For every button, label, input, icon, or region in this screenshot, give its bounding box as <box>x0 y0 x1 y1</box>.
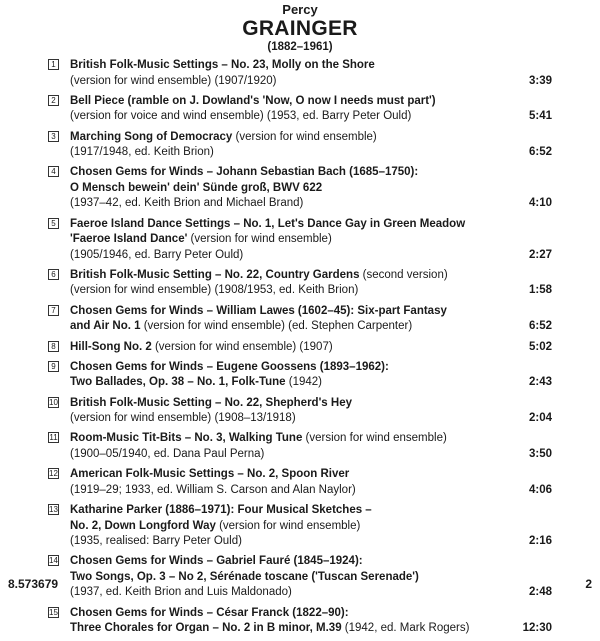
track-line <box>70 109 500 125</box>
track-detail-text: (version for wind ensemble) <box>232 130 377 143</box>
track-line <box>70 534 500 550</box>
track-title-text: Chosen Gems for Winds – Johann Sebastian Bach (1685–1750): <box>70 166 419 179</box>
track-duration: 4:06 <box>528 483 552 496</box>
track-duration: 2:16 <box>528 535 552 548</box>
track-detail-text: (1905/1946, ed. Barry Peter Ould) <box>70 248 244 261</box>
track-title-text: No. 2, Down Longford Way <box>70 519 216 532</box>
track-description <box>70 606 500 637</box>
track-description <box>70 217 500 264</box>
track-title-text: Hill-Song No. 2 <box>70 340 152 353</box>
track-duration: 6:52 <box>528 320 552 333</box>
track-detail-text: (version for wind ensemble) (1908/1953, ed. Keith Brion) <box>70 284 359 297</box>
track-item <box>48 606 552 637</box>
track-item <box>48 165 552 212</box>
track-title-text: Marching Song of Democracy <box>70 130 233 143</box>
track-detail-text: (version for voice and wind ensemble) (1953, ed. Barry Peter Ould) <box>70 110 412 123</box>
composer-last-name: GRAINGER <box>242 17 358 40</box>
track-line <box>70 74 500 90</box>
track-detail-text: (1935, realised: Barry Peter Ould) <box>70 535 242 548</box>
track-duration: 2:27 <box>528 248 552 261</box>
track-line <box>70 196 500 212</box>
track-line <box>70 447 500 463</box>
track-detail-text: (version for wind ensemble) <box>302 432 447 445</box>
track-line <box>70 217 500 233</box>
track-line <box>70 248 500 264</box>
track-line <box>70 585 500 601</box>
track-line <box>70 621 500 637</box>
track-number: 11 <box>49 433 58 443</box>
track-line <box>70 467 500 483</box>
track-title-text: American Folk-Music Settings – No. 2, Spoon River <box>70 468 350 481</box>
page-number: 2 <box>585 577 592 591</box>
track-line <box>70 483 500 499</box>
track-description <box>70 165 500 212</box>
track-line <box>70 411 500 427</box>
track-line <box>70 165 500 181</box>
track-line <box>70 58 500 74</box>
track-item <box>48 94 552 125</box>
composer-dates: (1882–1961) <box>267 41 333 53</box>
track-number: 8 <box>48 341 59 352</box>
track-description <box>70 304 500 335</box>
track-title-text: Three Chorales for Organ – No. 2 in B minor, M.39 <box>70 622 342 635</box>
track-line <box>70 431 500 447</box>
track-description <box>70 94 500 125</box>
track-title-text: British Folk-Music Settings – No. 23, Molly on the Shore <box>70 59 375 71</box>
track-title-text: Chosen Gems for Winds – William Lawes (1602–45): Six-part Fantasy <box>70 304 447 317</box>
track-duration: 2:48 <box>528 586 552 599</box>
track-detail-text: (version for wind ensemble) (1907) <box>151 340 333 353</box>
track-item <box>48 467 552 498</box>
track-number: 2 <box>48 95 59 106</box>
track-number: 9 <box>48 361 59 372</box>
track-detail-text: (1900–05/1940, ed. Dana Paul Perna) <box>70 447 265 460</box>
track-title-text: Two Songs, Op. 3 – No 2, Sérénade toscane ('Tuscan Serenade') <box>70 570 419 583</box>
track-description <box>70 340 500 356</box>
track-line <box>70 268 500 284</box>
track-title-text: Faeroe Island Dance Settings – No. 1, Let's Dance Gay in Green Meadow <box>70 217 466 230</box>
track-title-text: Katharine Parker (1886–1971): Four Musical Sketches – <box>70 504 372 517</box>
track-title-text: Bell Piece (ramble on J. Dowland's 'Now, O now I needs must part') <box>70 94 436 107</box>
track-line <box>70 503 500 519</box>
track-number: 6 <box>48 269 59 280</box>
track-number: 10 <box>49 397 58 407</box>
track-number: 7 <box>48 305 59 316</box>
track-number: 1 <box>48 59 59 70</box>
track-item <box>48 554 552 601</box>
catalog-number: 8.573679 <box>8 577 59 591</box>
track-line <box>70 375 500 391</box>
track-title-text: Chosen Gems for Winds – Eugene Goossens (1893–1962): <box>70 360 389 373</box>
header <box>0 2 600 55</box>
track-line <box>70 181 500 197</box>
track-title-text: Two Ballades, Op. 38 – No. 1, Folk-Tune <box>70 376 286 389</box>
track-item <box>48 58 552 89</box>
track-description <box>70 268 500 299</box>
track-title-text: Chosen Gems for Winds – Gabriel Fauré (1845–1924): <box>70 555 363 568</box>
track-detail-text: (version for wind ensemble) <box>187 233 332 246</box>
track-detail-text: (1937–42, ed. Keith Brion and Michael Brand) <box>70 197 304 210</box>
track-detail-text: (second version) <box>359 268 448 281</box>
track-duration: 6:52 <box>528 146 552 159</box>
track-detail-text: (version for wind ensemble) (ed. Stephen Carpenter) <box>140 320 413 333</box>
track-description <box>70 503 500 550</box>
track-title-text: O Mensch bewein' dein' Sünde groß, BWV 622 <box>70 181 323 194</box>
track-line <box>70 283 500 299</box>
track-duration: 1:58 <box>528 284 552 297</box>
track-line <box>70 606 500 622</box>
track-line <box>70 319 500 335</box>
track-description <box>70 431 500 462</box>
track-detail-text: (1919–29; 1933, ed. William S. Carson and Alan Naylor) <box>70 483 356 496</box>
track-description <box>70 58 500 89</box>
track-detail-text: (version for wind ensemble) (1907/1920) <box>70 74 277 87</box>
track-item <box>48 304 552 335</box>
track-line <box>70 340 500 356</box>
track-detail-text: (version for wind ensemble) (1908–13/1918) <box>70 412 296 425</box>
track-duration: 12:30 <box>522 622 552 635</box>
track-line <box>70 232 500 248</box>
track-duration: 5:41 <box>528 110 552 123</box>
track-detail-text: (1942) <box>285 376 322 389</box>
track-number: 14 <box>49 556 58 566</box>
track-duration: 3:50 <box>528 447 552 460</box>
track-title-text: British Folk-Music Setting – No. 22, Shepherd's Hey <box>70 396 352 409</box>
track-number: 3 <box>48 131 59 142</box>
track-line <box>70 519 500 535</box>
track-item <box>48 360 552 391</box>
track-number: 13 <box>49 505 58 515</box>
track-line <box>70 554 500 570</box>
track-line <box>70 304 500 320</box>
track-number: 15 <box>49 607 58 617</box>
track-title-text: Chosen Gems for Winds – César Franck (1822–90): <box>70 606 349 619</box>
track-duration: 3:39 <box>528 74 552 87</box>
track-line <box>70 94 500 110</box>
track-detail-text: (1917/1948, ed. Keith Brion) <box>70 146 214 159</box>
track-title-text: Room-Music Tit-Bits – No. 3, Walking Tune <box>70 432 303 445</box>
track-line <box>70 130 500 146</box>
track-item <box>48 431 552 462</box>
track-description <box>70 360 500 391</box>
track-item <box>48 340 552 356</box>
track-title-text: British Folk-Music Setting – No. 22, Country Gardens <box>70 268 360 281</box>
track-description <box>70 467 500 498</box>
track-item <box>48 217 552 264</box>
track-title-text: and Air No. 1 <box>70 320 141 333</box>
track-number: 4 <box>48 166 59 177</box>
track-duration: 2:04 <box>528 412 552 425</box>
composer-first-name: Percy <box>282 2 318 17</box>
track-number: 12 <box>49 469 58 479</box>
track-line <box>70 360 500 376</box>
track-line <box>70 396 500 412</box>
track-detail-text: (1937, ed. Keith Brion and Luis Maldonado) <box>70 586 292 599</box>
track-item <box>48 503 552 550</box>
track-line <box>70 145 500 161</box>
track-detail-text: (version for wind ensemble) <box>215 519 361 532</box>
track-number: 5 <box>48 218 59 229</box>
track-duration: 4:10 <box>528 197 552 210</box>
track-detail-text: (1942, ed. Mark Rogers) <box>341 622 470 635</box>
track-duration: 5:02 <box>528 340 552 353</box>
track-description <box>70 396 500 427</box>
track-line <box>70 570 500 586</box>
track-description <box>70 130 500 161</box>
track-item <box>48 396 552 427</box>
track-description <box>70 554 500 601</box>
track-item <box>48 268 552 299</box>
track-item <box>48 130 552 161</box>
track-duration: 2:43 <box>528 376 552 389</box>
track-list <box>48 58 552 641</box>
track-title-text: 'Faeroe Island Dance' <box>70 233 188 246</box>
